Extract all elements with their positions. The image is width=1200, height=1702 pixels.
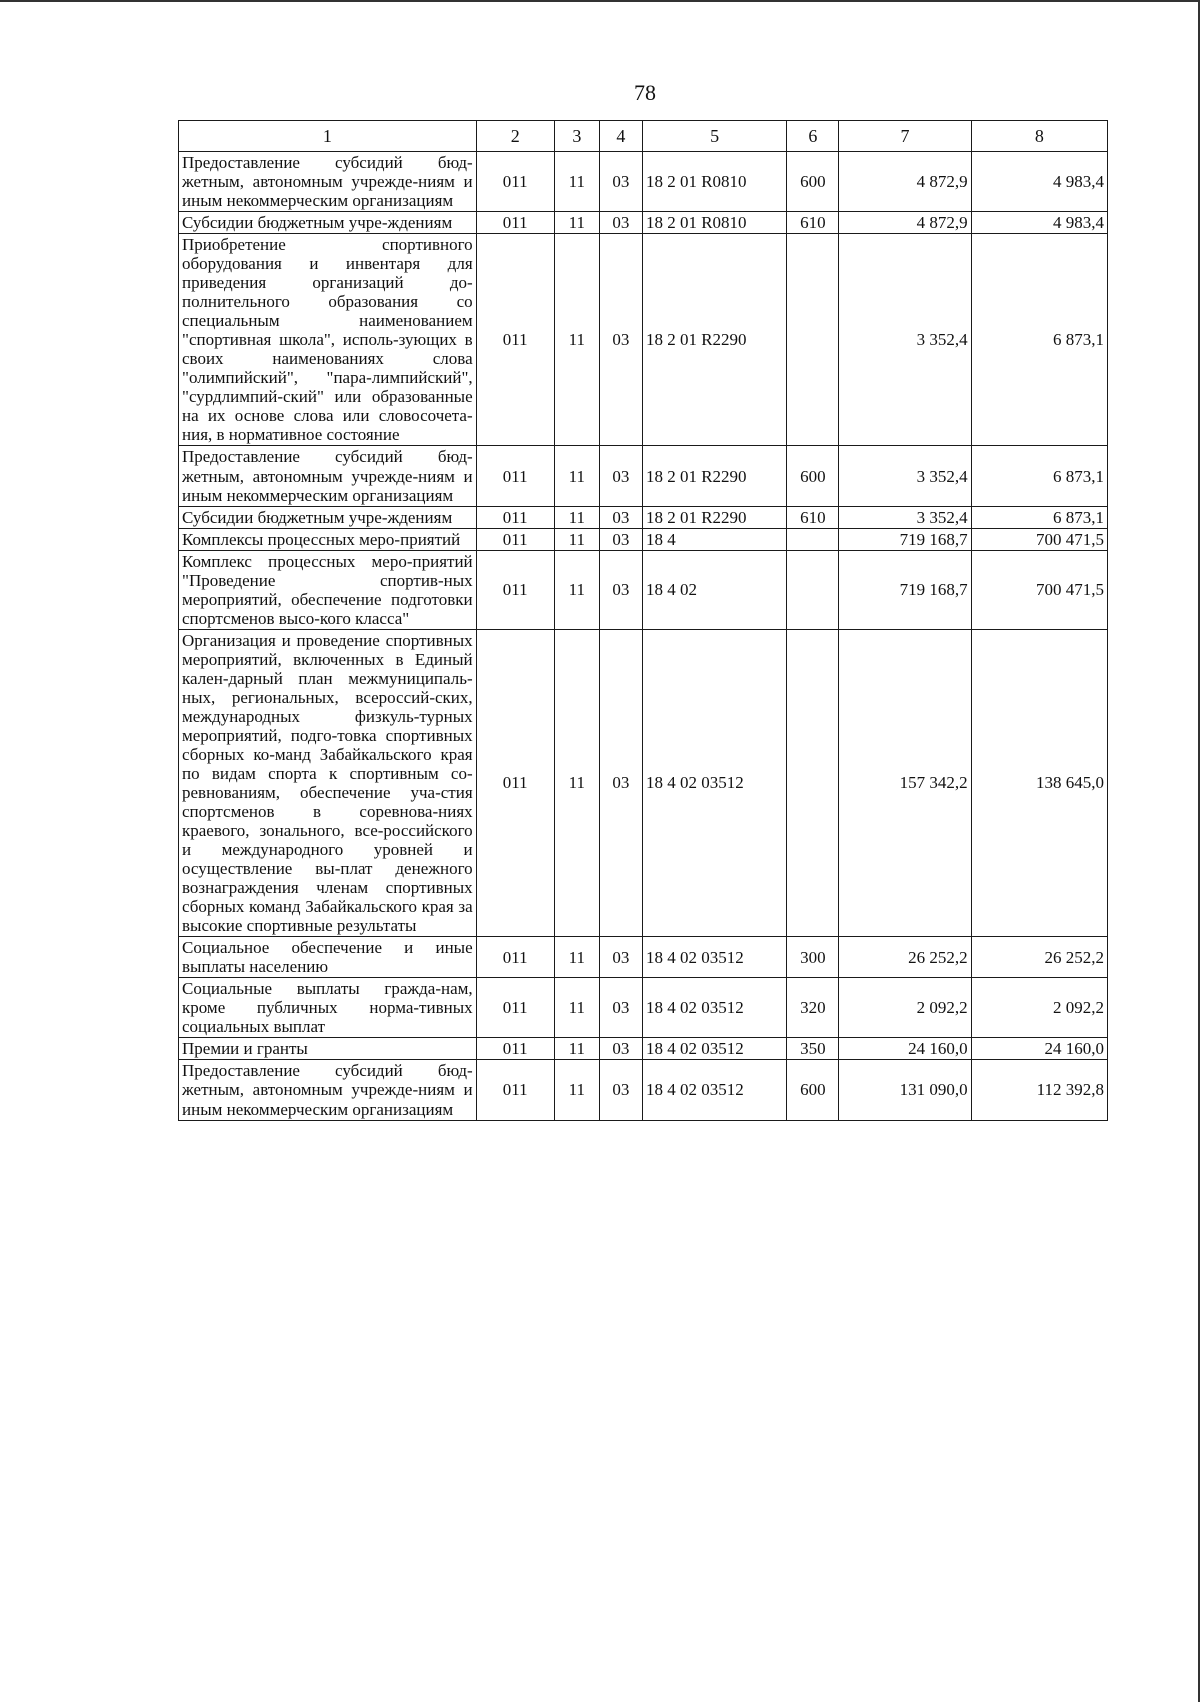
row-ministry-code: 011 — [476, 1060, 554, 1120]
row-section: 11 — [554, 528, 599, 550]
row-target-article: 18 2 01 R0810 — [642, 152, 786, 212]
row-name: Социальное обеспечение и иные выплаты населению — [179, 937, 477, 978]
row-target-article: 18 4 02 — [642, 550, 786, 629]
row-expense-type — [787, 528, 839, 550]
row-subsection: 03 — [599, 1038, 642, 1060]
table-row — [179, 1038, 1108, 1060]
row-expense-type: 600 — [787, 152, 839, 212]
row-name: Предоставление субсидий бюд-жетным, автономным учрежде-ниям и иным некоммерческим организациям — [179, 446, 477, 506]
row-expense-type: 600 — [787, 1060, 839, 1120]
row-section: 11 — [554, 446, 599, 506]
table-row — [179, 629, 1108, 937]
header-col-4: 4 — [599, 121, 642, 152]
row-amount-col8: 112 392,8 — [971, 1060, 1107, 1120]
row-ministry-code: 011 — [476, 152, 554, 212]
row-name: Премии и гранты — [179, 1038, 477, 1060]
row-section: 11 — [554, 506, 599, 528]
row-section: 11 — [554, 1038, 599, 1060]
row-expense-type: 610 — [787, 506, 839, 528]
row-expense-type: 320 — [787, 978, 839, 1038]
row-ministry-code: 011 — [476, 978, 554, 1038]
table-row — [179, 234, 1108, 446]
row-subsection: 03 — [599, 978, 642, 1038]
table-row — [179, 506, 1108, 528]
table-row — [179, 152, 1108, 212]
header-col-8: 8 — [971, 121, 1107, 152]
row-expense-type — [787, 629, 839, 937]
row-amount-col8: 6 873,1 — [971, 506, 1107, 528]
row-expense-type: 610 — [787, 212, 839, 234]
row-amount-col8: 26 252,2 — [971, 937, 1107, 978]
row-name: Комплекс процессных меро-приятий "Проведение спортив-ных мероприятий, обеспечение подготовки спортсменов высо-кого класса" — [179, 550, 477, 629]
row-target-article: 18 4 02 03512 — [642, 1038, 786, 1060]
row-amount-col7: 4 872,9 — [839, 152, 971, 212]
row-section: 11 — [554, 212, 599, 234]
row-expense-type: 600 — [787, 446, 839, 506]
row-subsection: 03 — [599, 528, 642, 550]
row-amount-col7: 3 352,4 — [839, 446, 971, 506]
header-col-2: 2 — [476, 121, 554, 152]
row-amount-col8: 700 471,5 — [971, 528, 1107, 550]
table-row — [179, 1060, 1108, 1120]
table-row — [179, 212, 1108, 234]
table-row — [179, 978, 1108, 1038]
row-amount-col7: 131 090,0 — [839, 1060, 971, 1120]
row-expense-type: 350 — [787, 1038, 839, 1060]
table-header-row — [179, 121, 1108, 152]
row-section: 11 — [554, 629, 599, 937]
row-section: 11 — [554, 1060, 599, 1120]
table-row — [179, 550, 1108, 629]
row-subsection: 03 — [599, 234, 642, 446]
row-name: Комплексы процессных меро-приятий — [179, 528, 477, 550]
row-amount-col8: 4 983,4 — [971, 212, 1107, 234]
header-col-5: 5 — [642, 121, 786, 152]
row-section: 11 — [554, 550, 599, 629]
row-ministry-code: 011 — [476, 550, 554, 629]
row-amount-col8: 138 645,0 — [971, 629, 1107, 937]
row-section: 11 — [554, 937, 599, 978]
row-amount-col8: 700 471,5 — [971, 550, 1107, 629]
row-name: Субсидии бюджетным учре-ждениям — [179, 212, 477, 234]
row-target-article: 18 2 01 R2290 — [642, 506, 786, 528]
row-amount-col7: 24 160,0 — [839, 1038, 971, 1060]
row-name: Субсидии бюджетным учре-ждениям — [179, 506, 477, 528]
table-row — [179, 937, 1108, 978]
row-name: Предоставление субсидий бюд-жетным, автономным учрежде-ниям и иным некоммерческим организациям — [179, 1060, 477, 1120]
row-amount-col8: 6 873,1 — [971, 234, 1107, 446]
row-subsection: 03 — [599, 629, 642, 937]
row-target-article: 18 4 02 03512 — [642, 978, 786, 1038]
row-amount-col7: 157 342,2 — [839, 629, 971, 937]
row-target-article: 18 2 01 R2290 — [642, 234, 786, 446]
row-target-article: 18 4 02 03512 — [642, 1060, 786, 1120]
row-expense-type — [787, 234, 839, 446]
row-ministry-code: 011 — [476, 212, 554, 234]
budget-table — [178, 120, 1108, 1121]
row-ministry-code: 011 — [476, 506, 554, 528]
row-target-article: 18 4 02 03512 — [642, 629, 786, 937]
row-ministry-code: 011 — [476, 937, 554, 978]
row-subsection: 03 — [599, 212, 642, 234]
row-ministry-code: 011 — [476, 446, 554, 506]
row-name: Организация и проведение спортивных мероприятий, включенных в Единый кален-дарный план межмуниципаль-ных, региональных, всероссий-ских, международных физкуль-турных мероприятий, подго-товка спортивных сборных ко-манд Забайкальского края по видам спорта к спортивным со-ревнованиям, обеспечение уча-стия спортсменов в соревнова-ниях краевого, зонального, все-российского и международного уровней и осуществление вы-плат денежного вознаграждения членам спортивных сборных команд Забайкальского края за высокие спортивные результаты — [179, 629, 477, 937]
row-amount-col7: 3 352,4 — [839, 234, 971, 446]
row-name: Социальные выплаты гражда-нам, кроме публичных норма-тивных социальных выплат — [179, 978, 477, 1038]
header-col-3: 3 — [554, 121, 599, 152]
row-amount-col7: 719 168,7 — [839, 528, 971, 550]
row-subsection: 03 — [599, 937, 642, 978]
row-amount-col7: 2 092,2 — [839, 978, 971, 1038]
page-number: 78 — [634, 80, 656, 105]
row-subsection: 03 — [599, 446, 642, 506]
row-amount-col7: 3 352,4 — [839, 506, 971, 528]
table-row — [179, 446, 1108, 506]
row-section: 11 — [554, 152, 599, 212]
row-amount-col7: 26 252,2 — [839, 937, 971, 978]
row-ministry-code: 011 — [476, 629, 554, 937]
row-amount-col8: 24 160,0 — [971, 1038, 1107, 1060]
row-name: Предоставление субсидий бюд-жетным, автономным учрежде-ниям и иным некоммерческим организациям — [179, 152, 477, 212]
row-expense-type: 300 — [787, 937, 839, 978]
row-amount-col8: 2 092,2 — [971, 978, 1107, 1038]
row-target-article: 18 2 01 R0810 — [642, 212, 786, 234]
row-target-article: 18 4 02 03512 — [642, 937, 786, 978]
row-expense-type — [787, 550, 839, 629]
row-subsection: 03 — [599, 152, 642, 212]
header-col-1: 1 — [179, 121, 477, 152]
row-amount-col8: 4 983,4 — [971, 152, 1107, 212]
header-col-7: 7 — [839, 121, 971, 152]
row-subsection: 03 — [599, 550, 642, 629]
row-amount-col8: 6 873,1 — [971, 446, 1107, 506]
row-subsection: 03 — [599, 1060, 642, 1120]
header-col-6: 6 — [787, 121, 839, 152]
row-target-article: 18 4 — [642, 528, 786, 550]
row-amount-col7: 719 168,7 — [839, 550, 971, 629]
row-ministry-code: 011 — [476, 1038, 554, 1060]
row-ministry-code: 011 — [476, 234, 554, 446]
row-section: 11 — [554, 978, 599, 1038]
row-subsection: 03 — [599, 506, 642, 528]
row-section: 11 — [554, 234, 599, 446]
row-target-article: 18 2 01 R2290 — [642, 446, 786, 506]
row-amount-col7: 4 872,9 — [839, 212, 971, 234]
table-row — [179, 528, 1108, 550]
row-ministry-code: 011 — [476, 528, 554, 550]
row-name: Приобретение спортивного оборудования и инвентаря для приведения организаций до-полнительного образования со специальным наименованием "спортивная школа", исполь-зующих в своих наименованиях слова "олимпийский", "пара-лимпийский", "сурдлимпий-ский" или образованные на их основе слова или словосочета-ния, в нормативное состояние — [179, 234, 477, 446]
